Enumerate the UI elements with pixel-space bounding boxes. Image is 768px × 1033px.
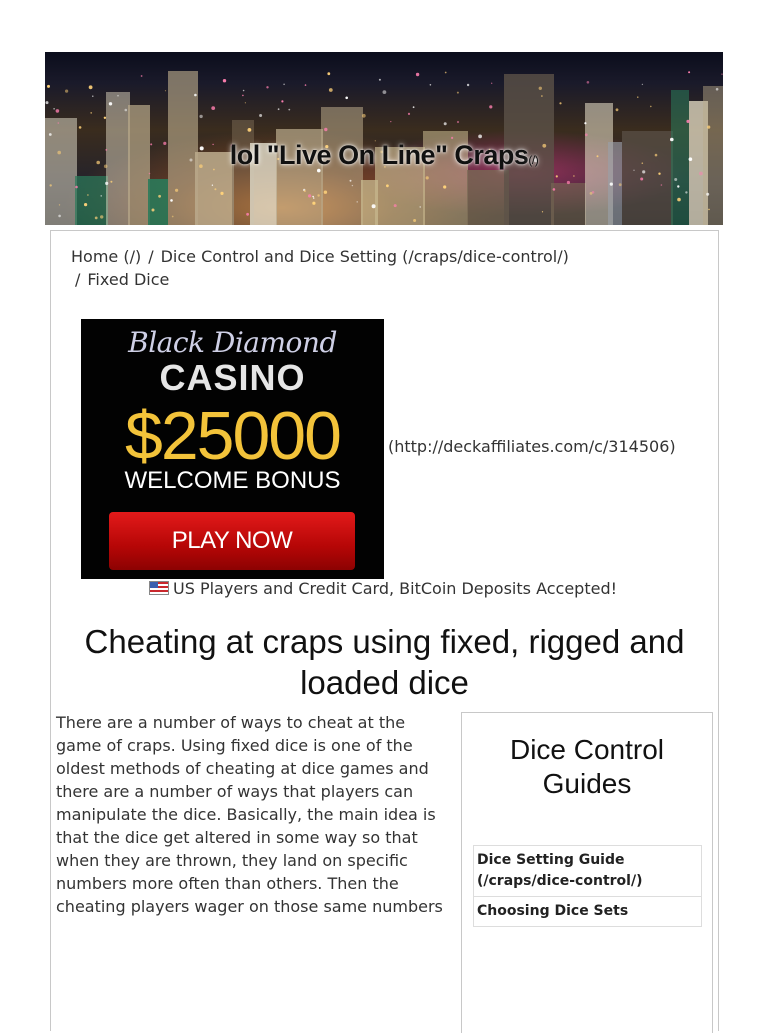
breadcrumb-separator: /	[75, 270, 81, 289]
ad-brand: Black Diamond	[128, 326, 337, 359]
dice-control-sidebar	[461, 712, 713, 1033]
casino-ad-banner[interactable]	[81, 319, 384, 579]
content-card	[50, 230, 719, 1031]
guide-item-choosing-dice-sets[interactable]: Choosing Dice Sets	[474, 897, 701, 927]
site-home-link[interactable]: (/)	[528, 153, 539, 167]
article-intro: There are a number of ways to cheat at the game of craps. Using fixed dice is one of the oldest methods of cheating at dice games and there are a number of ways that players can manipulate the dice. Basically, the main idea is that the dice get altered in some way so that when they are thrown, they land on specific numbers more often than others. Then the cheating players wager on those same numbers	[56, 713, 443, 916]
site-title[interactable]	[45, 140, 723, 171]
ad-welcome-bonus: WELCOME BONUS	[124, 467, 341, 494]
site-banner[interactable]	[45, 52, 723, 225]
ad-link-url[interactable]: (http://deckaffiliates.com/c/314506)	[388, 437, 676, 456]
breadcrumb-current: Fixed Dice	[87, 270, 170, 289]
players-note-text: US Players and Credit Card, BitCoin Deposits Accepted!	[173, 579, 618, 598]
play-now-button[interactable]: PLAY NOW	[109, 512, 355, 570]
breadcrumb-separator: /	[148, 247, 154, 266]
guide-item-dice-setting[interactable]: Dice Setting Guide (/craps/dice-control/)	[474, 846, 701, 897]
city-skyline-image	[45, 52, 723, 225]
breadcrumb-dice-control-link[interactable]: Dice Control and Dice Setting (/craps/dice-control/)	[160, 247, 569, 266]
ad-bonus-amount: $25000	[125, 398, 340, 474]
breadcrumb	[71, 245, 671, 291]
sidebar-title: Dice Control Guides	[509, 734, 665, 799]
ad-casino-label: CASINO	[159, 357, 306, 398]
guide-list	[473, 845, 702, 927]
players-note	[149, 579, 617, 598]
site-title-text[interactable]: lol "Live On Line" Craps	[229, 140, 529, 170]
us-flag-icon	[149, 581, 169, 595]
breadcrumb-home-link[interactable]: Home (/)	[71, 247, 142, 266]
article-headline: Cheating at craps using fixed, rigged and loaded dice	[84, 623, 685, 701]
